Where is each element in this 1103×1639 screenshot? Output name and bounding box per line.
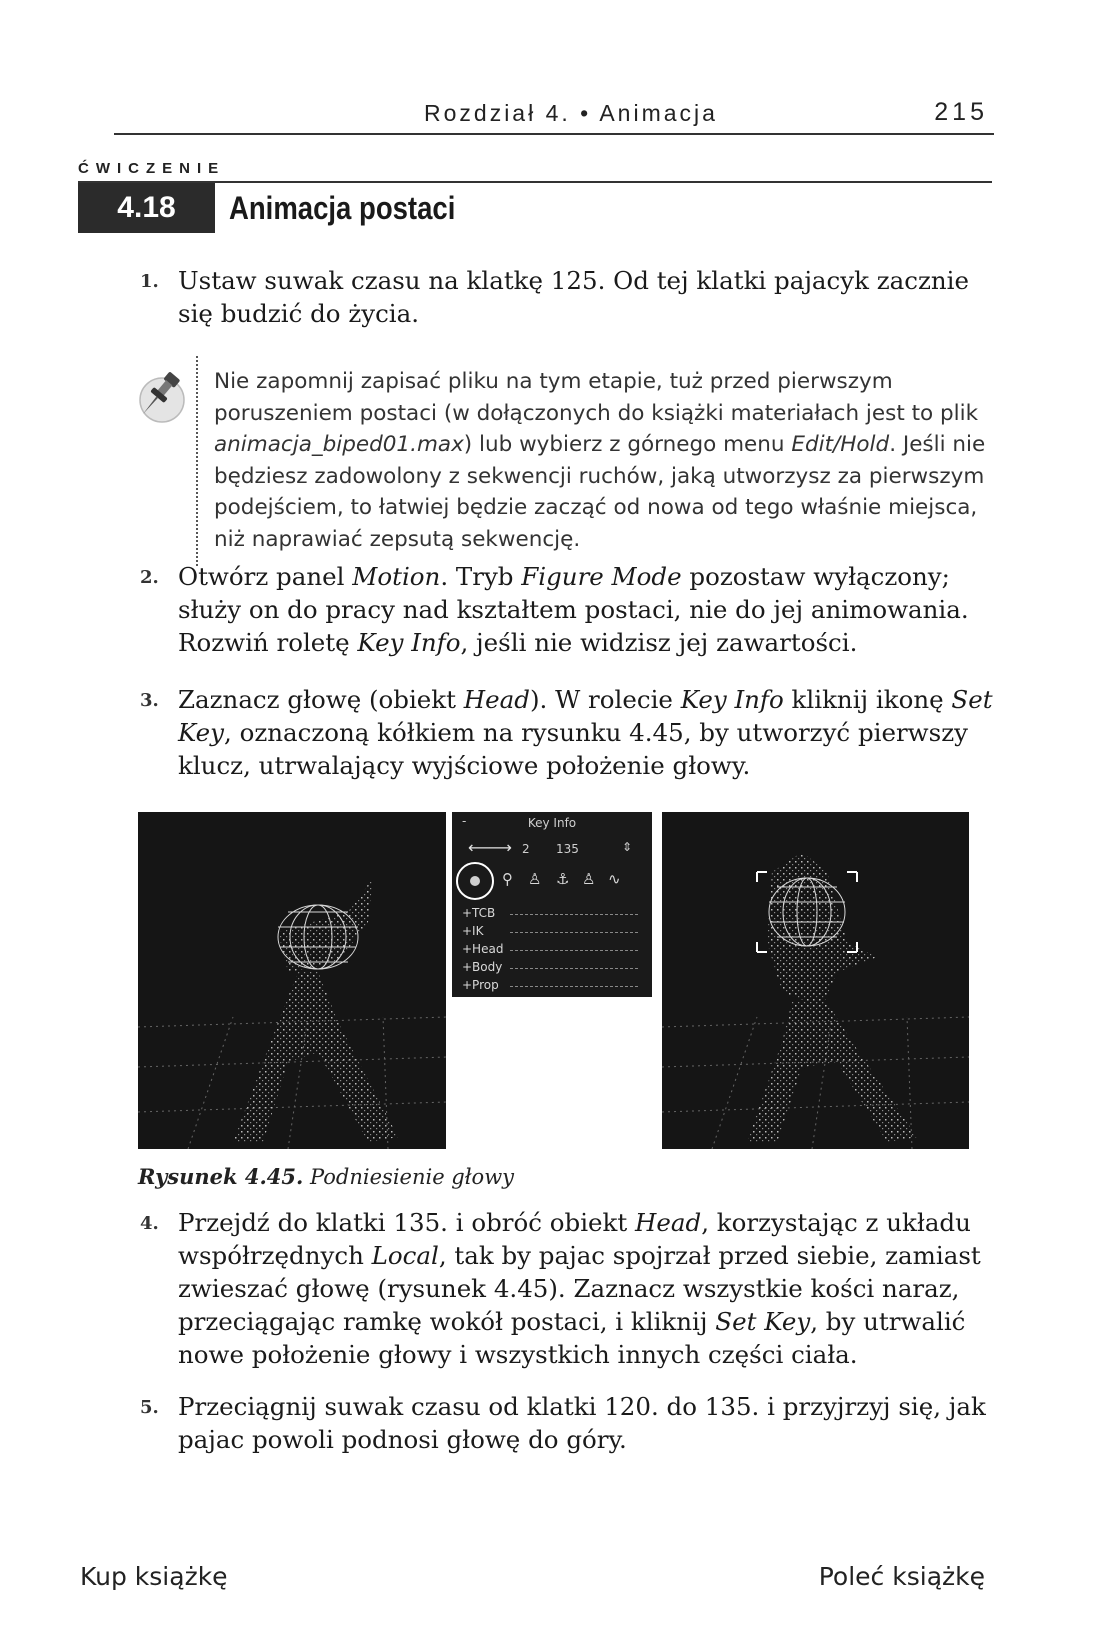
spinner-icon[interactable]: ⇕ bbox=[622, 840, 633, 854]
viewport-head-up bbox=[662, 812, 969, 1149]
step-5 bbox=[140, 1390, 1000, 1456]
key-info-rollout bbox=[452, 812, 652, 997]
key-info-title: Key Info bbox=[527, 816, 577, 830]
rollout-ik[interactable]: +IK bbox=[462, 924, 644, 940]
running-header bbox=[114, 96, 994, 136]
step-text: Ustaw suwak czasu na klatkę 125. Od tej klatki pajacyk zacznie się budzić do życia. bbox=[178, 266, 969, 328]
step-text: Zaznacz głowę (obiekt Head). W rolecie Key Info kliknij ikonę Set Key, oznaczoną kółkiem na rysunku 4.45, by utworzyć pierwszy klucz, utrwalający wyjściowe położenie głowy. bbox=[178, 685, 993, 780]
rollout-prop[interactable]: +Prop bbox=[462, 978, 644, 994]
page-number: 215 bbox=[934, 98, 988, 126]
step-text: Przeciągnij suwak czasu od klatki 120. do 135. i przyjrzyj się, jak pajac powoli podnosi głowę do góry. bbox=[178, 1392, 986, 1454]
step-1 bbox=[140, 264, 1000, 330]
rollout-tcb[interactable]: +TCB bbox=[462, 906, 644, 922]
step-number: 2. bbox=[140, 567, 159, 588]
exercise-label: ĆWICZENIE bbox=[78, 160, 226, 177]
step-text: Przejdź do klatki 135. i obróć obiekt Head, korzystając z układu współrzędnych Local, tak by pajac spojrzał przed siebie, zamiast zwieszać głowę (rysunek 4.45). Zaznacz wszystkie kości naraz, przeciągając ramkę wokół postaci, i kliknij Set Key, by utrwalić nowe położenie głowy i wszystkich innych części ciała. bbox=[178, 1208, 981, 1369]
step-number: 3. bbox=[140, 690, 159, 711]
key-value-a: 2 bbox=[522, 842, 530, 856]
exercise-number: 4.18 bbox=[78, 183, 215, 233]
step-number: 4. bbox=[140, 1213, 159, 1234]
step-3 bbox=[140, 683, 1000, 782]
exercise-rule bbox=[78, 181, 992, 183]
exercise-title: Animacja postaci bbox=[229, 190, 456, 226]
step-text: Otwórz panel Motion. Tryb Figure Mode pozostaw wyłączony; służy on do pracy nad kształtem postaci, nie do jej animowania. Rozwiń roletę Key Info, jeśli nie widzisz jej zawartości. bbox=[178, 562, 969, 657]
note-rule bbox=[196, 356, 198, 566]
key-tool-icon[interactable]: ♙ bbox=[582, 870, 596, 888]
rollout-body[interactable]: +Body bbox=[462, 960, 644, 976]
key-value-b[interactable]: 135 bbox=[556, 842, 579, 856]
key-tool-icon[interactable]: ♙ bbox=[528, 870, 542, 888]
recommend-book-link[interactable]: Poleć książkę bbox=[818, 1562, 985, 1591]
rollout-head[interactable]: +Head bbox=[462, 942, 644, 958]
set-key-icon[interactable] bbox=[470, 876, 480, 886]
step-number: 1. bbox=[140, 271, 159, 292]
key-navigation-arrows-icon[interactable]: ⟵⟶ bbox=[468, 838, 510, 857]
step-4 bbox=[140, 1206, 1000, 1371]
chapter-title: Rozdział 4. • Animacja bbox=[424, 100, 718, 126]
key-tool-icon[interactable]: ∿ bbox=[608, 870, 621, 888]
step-number: 5. bbox=[140, 1397, 159, 1418]
note-text: Nie zapomnij zapisać pliku na tym etapie, tuż przed pierwszym poruszeniem postaci (w dołączonych do książki materiałach jest to plik animacja_biped01.max) lub wybierz z górnego menu Edit/Hold. Jeśli nie będziesz zadowolony z sekwencji ruchów, jaką utworzysz za pierwszym podejściem, to łatwiej będzie zacząć od nowa od tego właśnie miejsca, niż naprawiać zepsutą sekwencję. bbox=[214, 369, 986, 552]
key-tool-icon[interactable]: ⚲ bbox=[502, 870, 513, 888]
key-tool-icon[interactable]: ⚓ bbox=[556, 870, 570, 888]
pushpin-icon bbox=[128, 364, 190, 426]
viewport-head-down bbox=[138, 812, 446, 1149]
buy-book-link[interactable]: Kup książkę bbox=[80, 1562, 228, 1591]
figure-caption: Rysunek 4.45. Podniesienie głowy bbox=[138, 1164, 515, 1189]
collapse-icon[interactable]: - bbox=[462, 814, 467, 828]
step-2 bbox=[140, 560, 1000, 659]
header-rule bbox=[114, 133, 994, 135]
